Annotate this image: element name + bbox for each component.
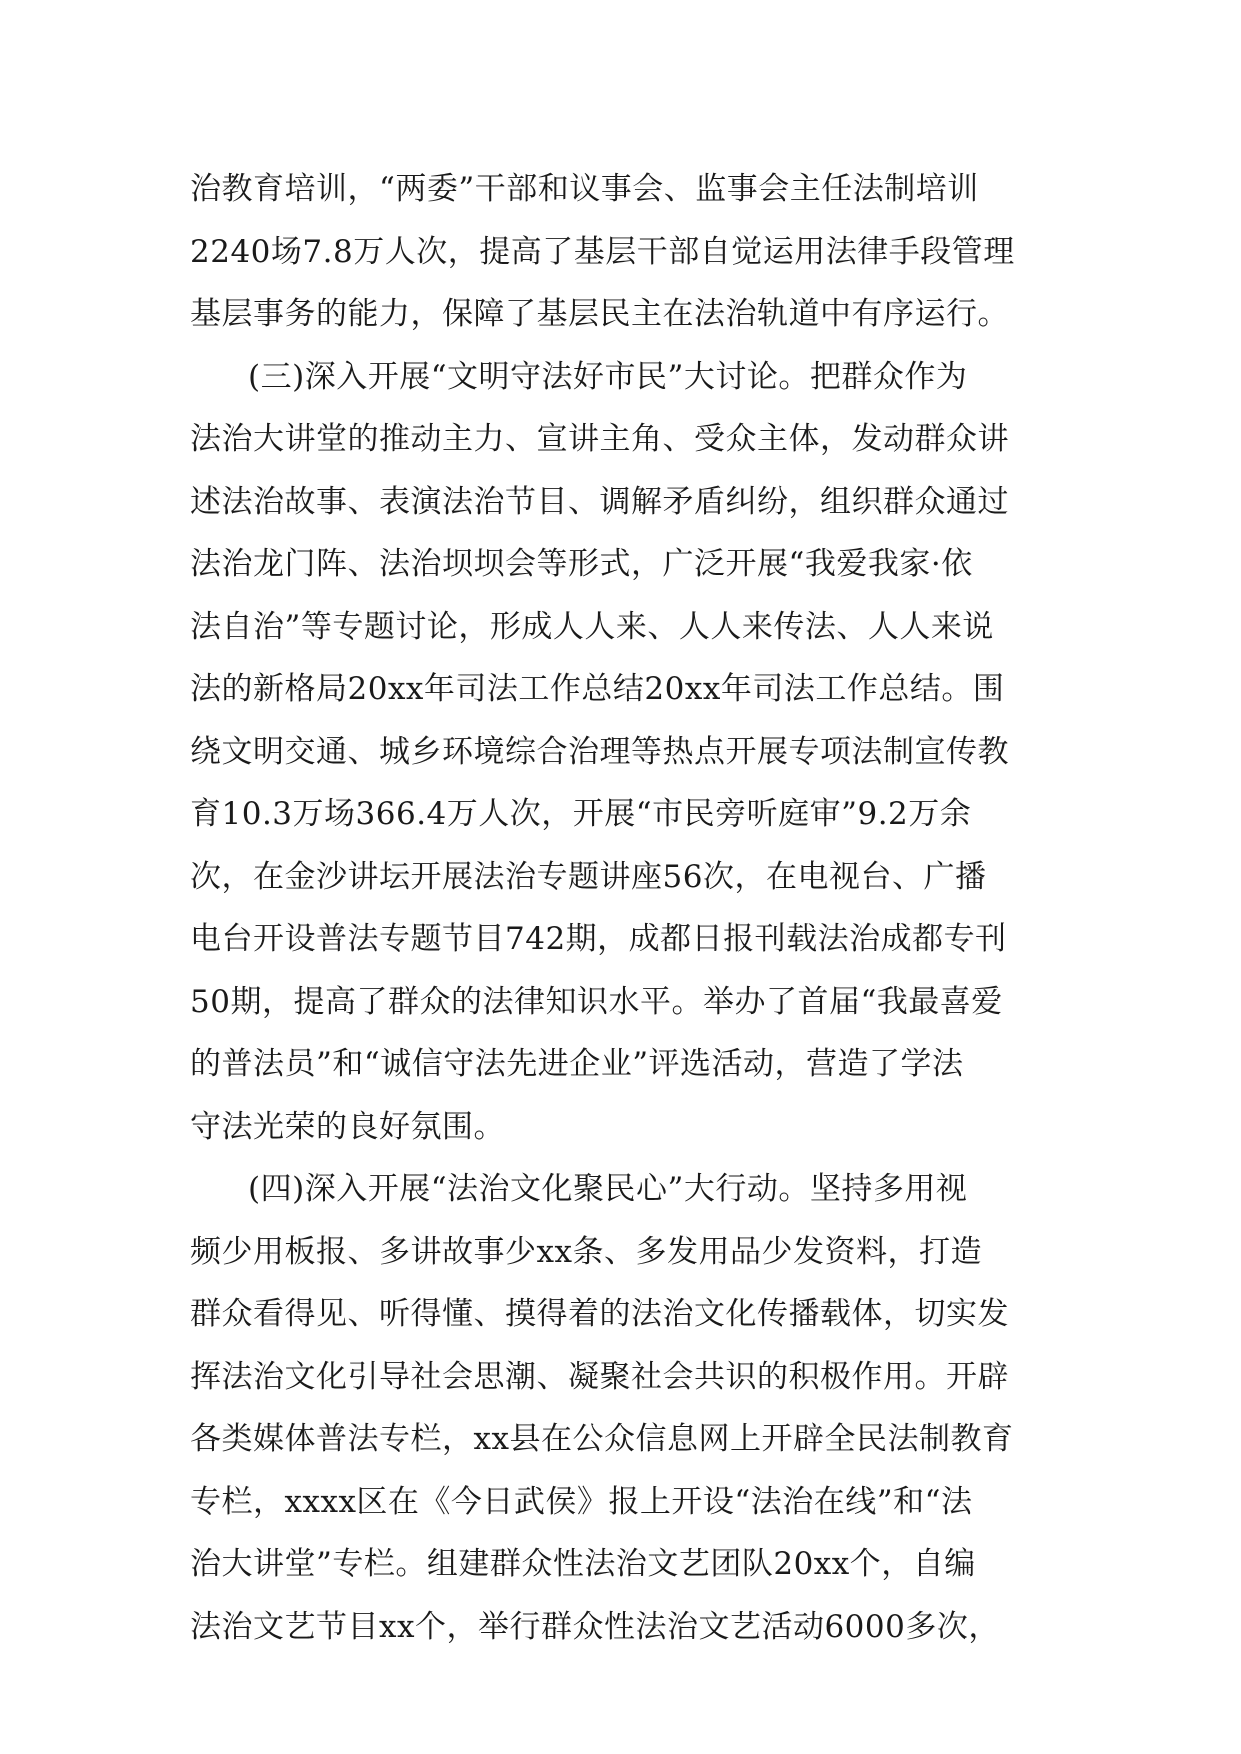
text-line: 电台开设普法专题节目742期，成都日报刊载法治成都专刊 xyxy=(190,921,1007,957)
text-line: 法自治”等专题讨论，形成人人来、人人来传法、人人来说 xyxy=(190,608,994,645)
text-line: 治大讲堂”专栏。组建群众性法治文艺团队20xx个，自编 xyxy=(190,1546,976,1582)
text-line: 法的新格局20xx年司法工作总结20xx年司法工作总结。围 xyxy=(190,671,1005,707)
text-line: 法治大讲堂的推动主力、宣讲主角、受众主体，发动群众讲 xyxy=(190,421,1009,457)
text-line: 次，在金沙讲坛开展法治专题讲座56次，在电视台、广播 xyxy=(190,858,987,895)
text-line: 的普法员”和“诚信守法先进企业”评选活动，营造了学法 xyxy=(190,1046,964,1082)
text-line: 各类媒体普法专栏，xx县在公众信息网上开辟全民法制教育 xyxy=(190,1421,1014,1457)
text-line: 群众看得见、听得懂、摸得着的法治文化传播载体，切实发 xyxy=(190,1296,1009,1332)
text-line: 法治文艺节目xx个，举行群众性法治文艺活动6000多次， xyxy=(190,1608,1000,1645)
body-text xyxy=(190,158,1060,1658)
text-line: 专栏，xxxx区在《今日武侯》报上开设“法治在线”和“法 xyxy=(190,1483,973,1520)
text-line: 法治龙门阵、法治坝坝会等形式，广泛开展“我爱我家·依 xyxy=(190,546,973,582)
text-line: 2240场7.8万人次，提高了基层干部自觉运用法律手段管理 xyxy=(190,233,1015,270)
paragraph-first-line: (四)深入开展“法治文化聚民心”大行动。坚持多用视 xyxy=(248,1171,968,1207)
text-line: 述法治故事、表演法治节目、调解矛盾纠纷，组织群众通过 xyxy=(190,483,1009,520)
paragraph-first-line: (三)深入开展“文明守法好市民”大讨论。把群众作为 xyxy=(248,358,968,395)
text-line: 基层事务的能力，保障了基层民主在法治轨道中有序运行。 xyxy=(190,296,1009,332)
text-line: 治教育培训，“两委”干部和议事会、监事会主任法制培训 xyxy=(190,171,979,207)
text-line: 绕文明交通、城乡环境综合治理等热点开展专项法制宣传教 xyxy=(190,733,1009,770)
text-line: 育10.3万场366.4万人次，开展“市民旁听庭审”9.2万余 xyxy=(190,796,972,832)
text-line: 守法光荣的良好氛围。 xyxy=(190,1108,505,1145)
text-line: 挥法治文化引导社会思潮、凝聚社会共识的积极作用。开辟 xyxy=(190,1358,1009,1395)
text-line: 频少用板报、多讲故事少xx条、多发用品少发资料，打造 xyxy=(190,1233,982,1270)
text-line: 50期，提高了群众的法律知识水平。举办了首届“我最喜爱 xyxy=(190,983,1003,1020)
